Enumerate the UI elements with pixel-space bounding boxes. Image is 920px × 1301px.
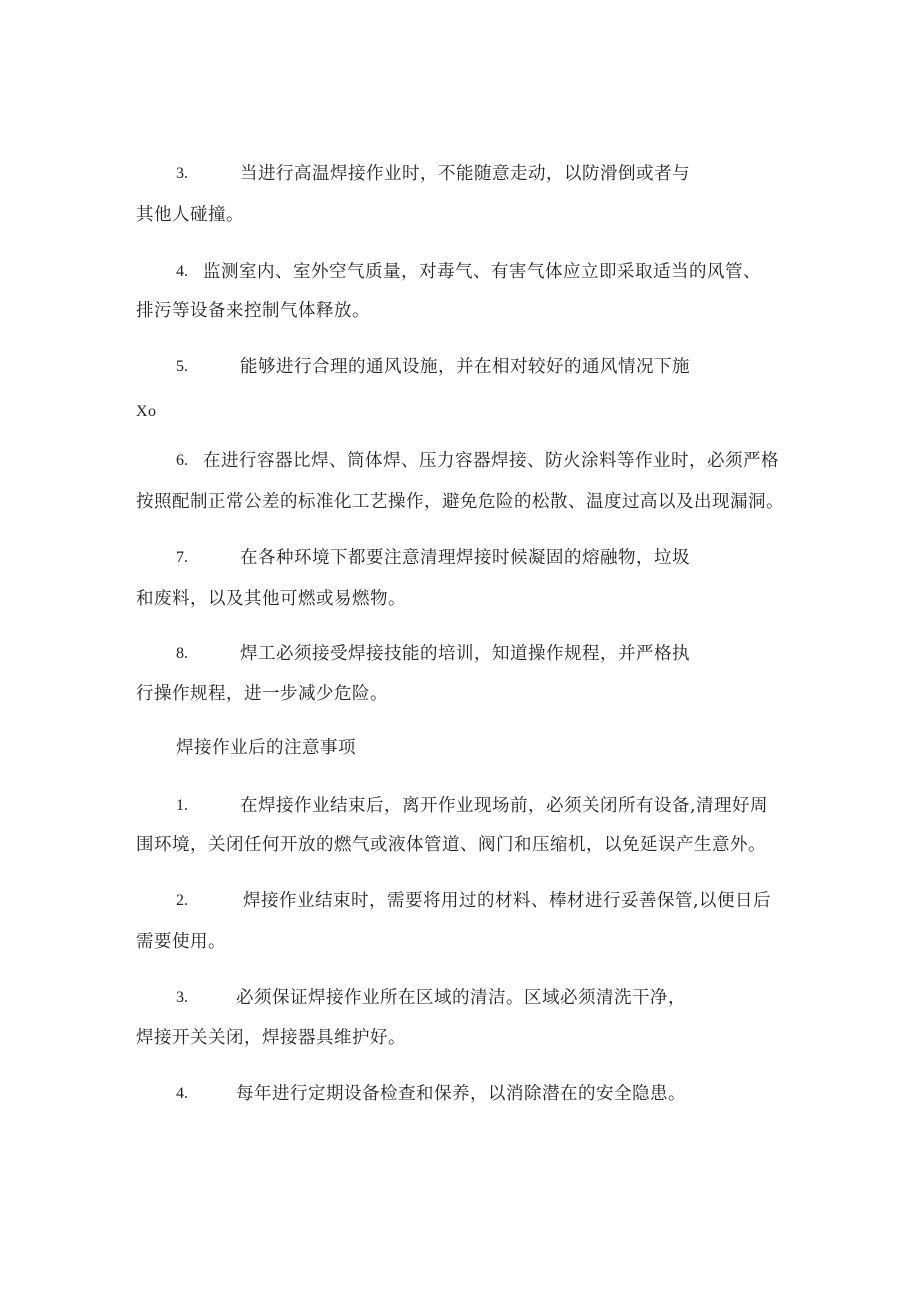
item-text-line: Xo — [136, 403, 157, 420]
item-text-line: 在进行容器比焊、筒体焊、压力容器焊接、防火涂料等作业时，必须严格 — [203, 451, 779, 471]
item-number: 3. — [176, 165, 188, 182]
item-text-line: 其他人碰撞。 — [136, 205, 244, 225]
item-text-line: 当进行高温焊接作业时，不能随意走动，以防滑倒或者与 — [240, 164, 690, 184]
item-text-line: 监测室内、室外空气质量，对毒气、有害气体应立即采取适当的风管、 — [203, 262, 761, 282]
item-text-line: 能够进行合理的通风设施，并在相对较好的通风情况下施 — [240, 357, 690, 377]
item-text-line: 在各种环境下都要注意清理焊接时候凝固的熔融物，垃圾 — [240, 548, 690, 568]
item-text-line: 焊接作业结束时，需要将用过的材料、棒材进行妥善保管,以便日后 — [243, 891, 772, 911]
item-text-line: 必须保证焊接作业所在区域的清洁。区域必须清洗干净， — [236, 988, 686, 1008]
item-text-line: 每年进行定期设备检查和保养，以消除潜在的安全隐患。 — [236, 1084, 686, 1104]
item-text-line: 需要使用。 — [136, 932, 226, 952]
item-text-line: 焊工必须接受焊接技能的培训，知道操作规程，并严格执 — [240, 644, 690, 664]
item-number: 1. — [176, 797, 188, 814]
item-text-line: 焊接开关关闭，焊接器具维护好。 — [136, 1028, 406, 1048]
item-text-line: 按照配制正常公差的标准化工艺操作，避免危险的松散、温度过高以及出现漏洞。 — [136, 492, 784, 512]
section-heading: 焊接作业后的注意事项 — [176, 738, 356, 758]
item-text-line: 和废料，以及其他可燃或易燃物。 — [136, 589, 406, 609]
item-number: 4. — [176, 263, 188, 280]
item-number: 6. — [176, 452, 188, 469]
item-number: 8. — [176, 645, 188, 662]
item-number: 2. — [176, 892, 188, 909]
item-text-line: 在焊接作业结束后，离开作业现场前，必须关闭所有设备,清理好周 — [240, 796, 769, 816]
item-number: 5. — [176, 358, 188, 375]
item-number: 4. — [176, 1085, 188, 1102]
item-text-line: 围环境，关闭任何开放的燃气或液体管道、阀门和压缩机，以免延误产生意外。 — [136, 835, 766, 855]
item-number: 3. — [176, 989, 188, 1006]
item-text-line: 行操作规程，进一步减少危险。 — [136, 684, 388, 704]
item-number: 7. — [176, 549, 188, 566]
item-text-line: 排污等设备来控制气体释放。 — [136, 301, 370, 321]
